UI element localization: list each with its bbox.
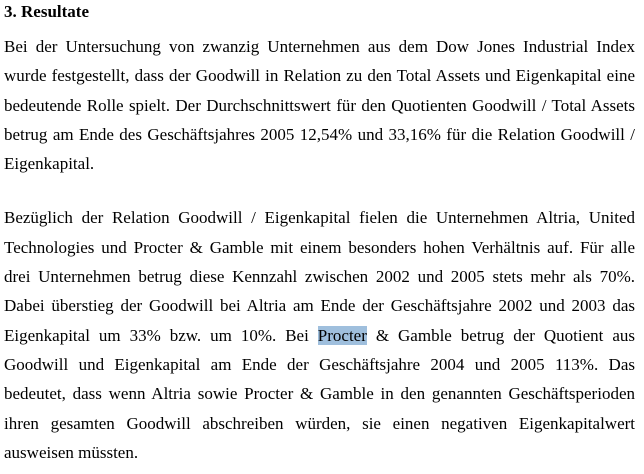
paragraph-results-summary[interactable]	[4, 32, 635, 178]
text-line[interactable]: Bei der Untersuchung von zwanzig Unternehmen aus dem Dow Jones Industrial Index	[4, 37, 635, 56]
text-line[interactable]: Technologies und Procter & Gamble mit einem besonders hohen Verhältnis auf. Für alle	[4, 237, 635, 257]
text-line[interactable]: betrug am Ende des Geschäftsjahres 2005 12,54% und 33,16% für die Relation Goodwill /	[4, 124, 635, 144]
document-page	[4, 0, 635, 467]
section-heading: 3. Resultate	[4, 2, 89, 21]
text-line[interactable]: wurde festgestellt, dass der Goodwill in Relation zu den Total Assets und Eigenkapital eine	[4, 66, 635, 86]
text-line-with-selection[interactable]	[4, 321, 635, 350]
text-line[interactable]: ausweisen müssten.	[4, 442, 139, 462]
text-line[interactable]: bedeutende Rolle spielt. Der Durchschnittswert für den Quotienten Goodwill / Total Assets	[4, 95, 635, 115]
text-segment[interactable]: Eigenkapital um 33% bzw. um 10%. Bei	[4, 325, 318, 345]
paragraph-goodwill-equity[interactable]	[4, 203, 635, 467]
text-line[interactable]: bedeutet, dass wenn Altria sowie Procter & Gamble in den genannten Geschäftsperioden	[4, 384, 635, 404]
text-line[interactable]: Eigenkapital.	[4, 154, 95, 174]
text-line[interactable]: ihren gesamten Goodwill abschreiben würden, sie einen negativen Eigenkapitalwert	[4, 413, 635, 433]
text-line[interactable]: Goodwill und Eigenkapital am Ende der Geschäftsjahre 2004 und 2005 113%. Das	[4, 354, 635, 374]
selected-text[interactable]: Procter	[317, 325, 367, 345]
text-line[interactable]: Bezüglich der Relation Goodwill / Eigenkapital fielen die Unternehmen Altria, United	[4, 208, 635, 228]
text-line[interactable]: Dabei überstieg der Goodwill bei Altria am Ende der Geschäftsjahre 2002 und 2003 das	[4, 296, 635, 316]
text-line[interactable]: drei Unternehmen betrug diese Kennzahl zwischen 2002 und 2005 stets mehr als 70%.	[4, 267, 635, 287]
text-segment[interactable]: & Gamble betrug der Quotient aus	[366, 325, 635, 345]
